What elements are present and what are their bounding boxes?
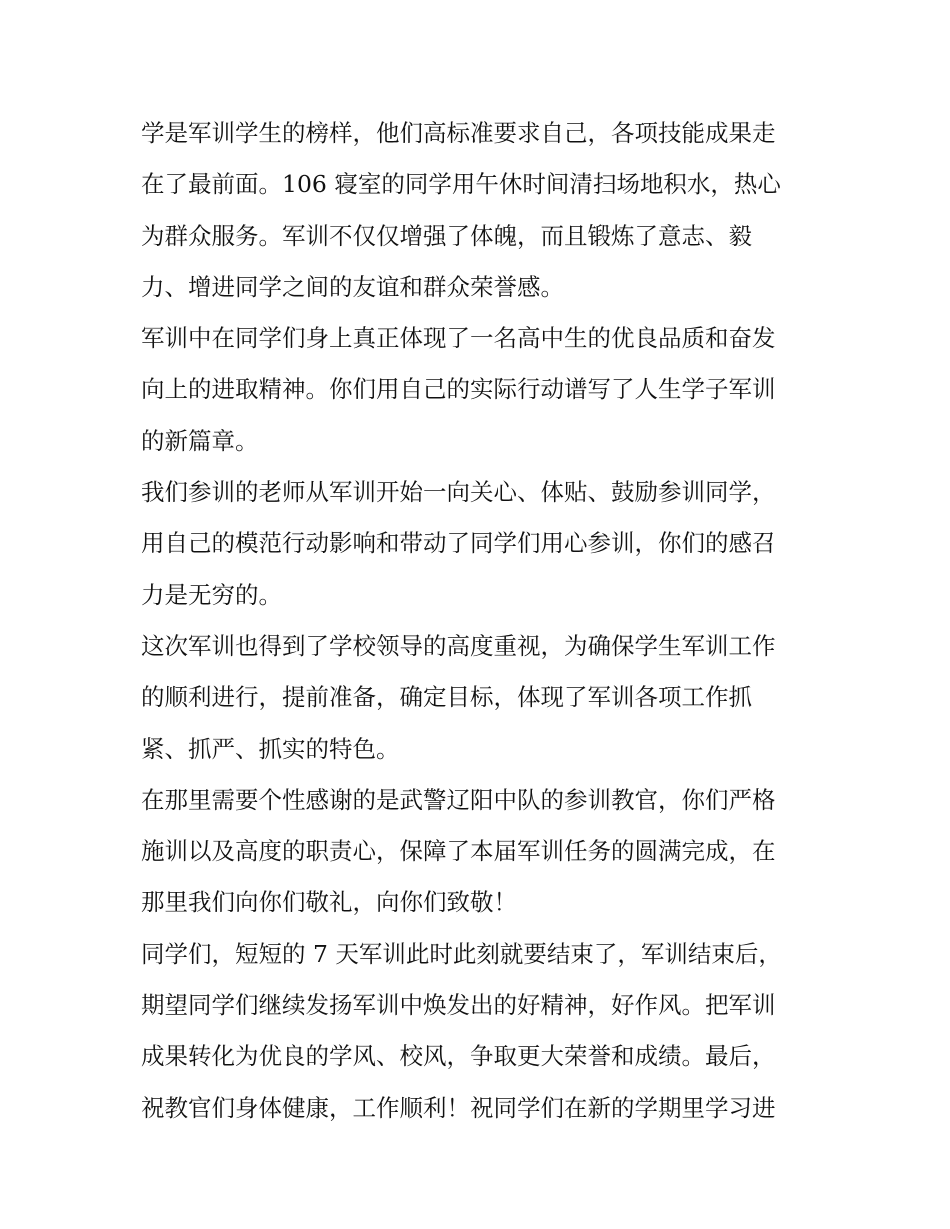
- text-line: 我们参训的老师从军训开始一向关心、体贴、鼓励参训同学，: [141, 478, 776, 507]
- text-line: 学是军训学生的榜样，他们高标准要求自己，各项技能成果走: [141, 119, 776, 147]
- text-line: 向上的进取精神。你们用自己的实际行动谱写了人生学子军训: [141, 375, 776, 404]
- text-line: 用自己的模范行动影响和带动了同学们用心参训，你们的感召: [141, 529, 776, 558]
- text-line: 的新篇章。: [141, 426, 259, 455]
- text-line: 紧、抓严、抓实的特色。: [141, 734, 400, 763]
- text-line: 那里我们向你们敬礼，向你们致敬！: [141, 888, 517, 917]
- text-line: 力是无穷的。: [141, 580, 282, 609]
- text-line: 的顺利进行，提前准备，确定目标，体现了军训各项工作抓: [141, 683, 752, 712]
- text-line: 祝教官们身体健康，工作顺利！祝同学们在新的学期里学习进: [141, 1093, 776, 1122]
- text-line: 期望同学们继续发扬军训中焕发出的好精神，好作风。把军训: [141, 991, 776, 1020]
- text-line: 军训中在同学们身上真正体现了一名高中生的优良品质和奋发: [141, 324, 776, 353]
- text-line: 施训以及高度的职责心，保障了本届军训任务的圆满完成，在: [141, 837, 776, 866]
- text-line: 同学们，短短的 7 天军训此时此刻就要结束了，军训结束后，: [141, 939, 782, 968]
- text-line: 力、增进同学之间的友谊和群众荣誉感。: [141, 272, 564, 301]
- text-line: 这次军训也得到了学校领导的高度重视，为确保学生军训工作: [141, 631, 776, 660]
- text-line: 在那里需要个性感谢的是武警辽阳中队的参训教官，你们严格: [141, 785, 776, 814]
- document-body: [141, 108, 821, 1134]
- text-line: 成果转化为优良的学风、校风，争取更大荣誉和成绩。最后，: [141, 1042, 776, 1071]
- text-line: 为群众服务。军训不仅仅增强了体魄，而且锻炼了意志、毅: [141, 221, 752, 250]
- text-line: 在了最前面。106 寝室的同学用午休时间清扫场地积水，热心: [141, 170, 781, 199]
